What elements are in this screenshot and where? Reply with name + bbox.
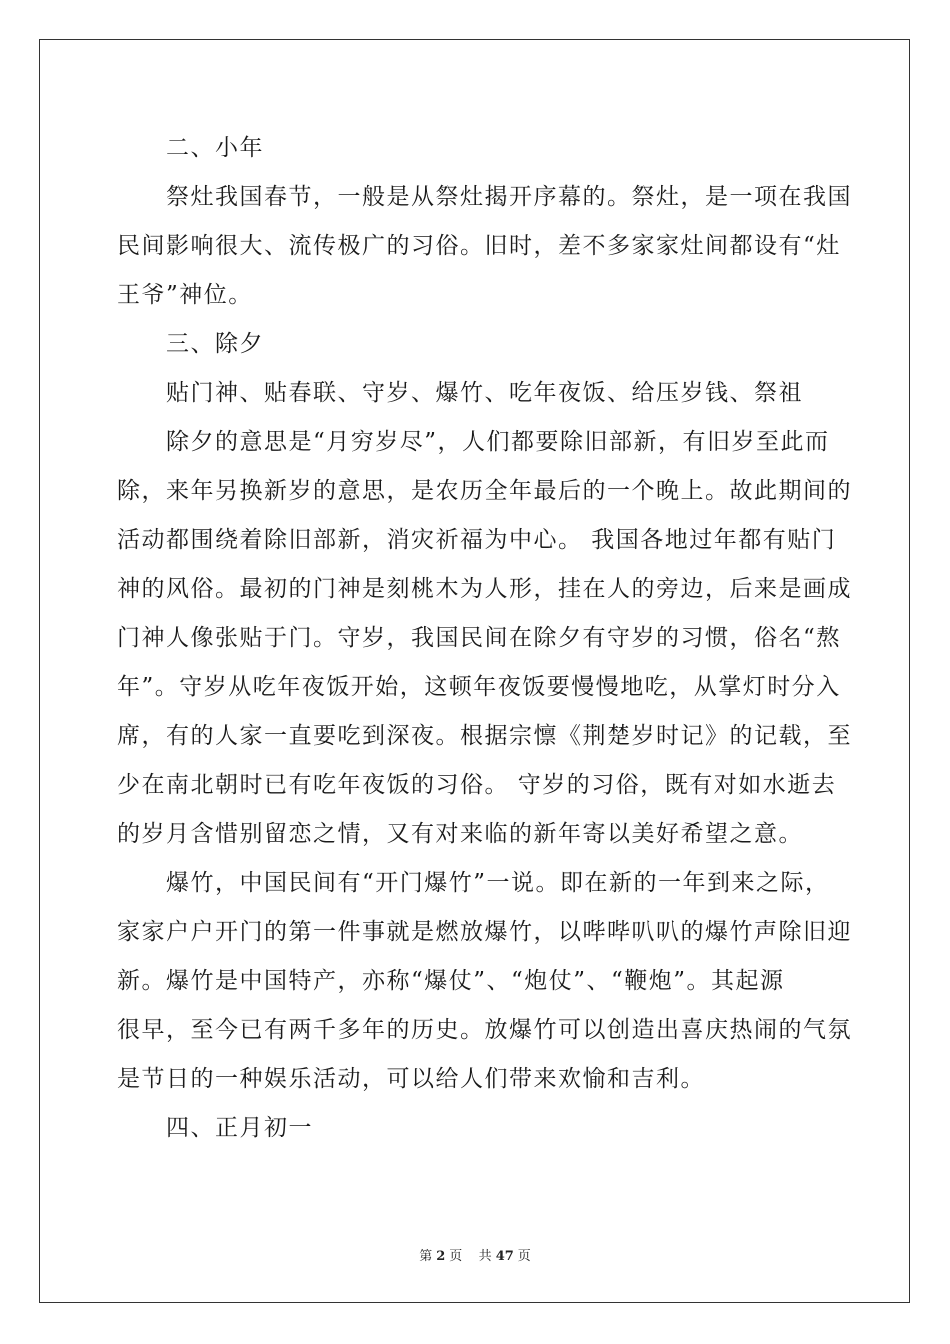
section-heading: 三、除夕 [166,331,264,357]
paragraph-line: 是节日的一种娱乐活动，可以给人们带来欢愉和吉利。 [117,1066,705,1092]
paragraph-line: 的岁月含惜别留恋之情，又有对来临的新年寄以美好希望之意。 [117,821,803,847]
paragraph-line: 席，有的人家一直要吃到深夜。根据宗懔《荆楚岁时记》的记载，至 [117,723,852,749]
paragraph-line: 活动都围绕着除旧部新，消灾祈福为中心。 我国各地过年都有贴门 [117,527,837,553]
paragraph-line: 很早，至今已有两千多年的历史。放爆竹可以创造出喜庆热闹的气氛 [117,1017,852,1043]
paragraph-line: 祭灶我国春节，一般是从祭灶揭开序幕的。祭灶，是一项在我国 [166,184,852,210]
page-total: 47 [495,1249,514,1264]
paragraph-line: 爆竹，中国民间有“开门爆竹”一说。即在新的一年到来之际， [166,870,830,896]
paragraph-line: 门神人像张贴于门。守岁，我国民间在除夕有守岁的习惯，俗名“熬 [117,625,841,651]
section-heading: 四、正月初一 [166,1115,313,1141]
paragraph-line: 民间影响很大、流传极广的习俗。旧时，差不多家家灶间都设有“灶 [117,233,841,259]
page-unit: 页 [449,1249,463,1264]
paragraph-line: 神的风俗。最初的门神是刻桃木为人形，挂在人的旁边，后来是画成 [117,576,852,602]
document-body [117,124,852,1153]
paragraph-line: 少在南北朝时已有吃年夜饭的习俗。 守岁的习俗，既有对如水逝去 [117,772,837,798]
section-heading: 二、小年 [166,135,264,161]
page-prefix: 第 [419,1249,433,1264]
paragraph-line: 年”。守岁从吃年夜饭开始，这顿年夜饭要慢慢地吃，从掌灯时分入 [117,674,841,700]
paragraph-line: 家家户户开门的第一件事就是燃放爆竹，以哔哔叭叭的爆竹声除旧迎 [117,919,852,945]
paragraph-line: 新。爆竹是中国特产，亦称“爆仗”、“炮仗”、“鞭炮”。其起源 [117,968,785,994]
total-unit: 页 [517,1249,531,1264]
page-current: 2 [436,1249,446,1264]
paragraph-line: 除，来年另换新岁的意思，是农历全年最后的一个晚上。故此期间的 [117,478,852,504]
paragraph-line: 贴门神、贴春联、守岁、爆竹、吃年夜饭、给压岁钱、祭祖 [166,380,803,406]
page-footer [0,1245,950,1264]
total-prefix: 共 [478,1249,492,1264]
paragraph-line: 王爷”神位。 [117,282,253,308]
paragraph-line: 除夕的意思是“月穷岁尽”，人们都要除旧部新，有旧岁至此而 [166,429,830,455]
